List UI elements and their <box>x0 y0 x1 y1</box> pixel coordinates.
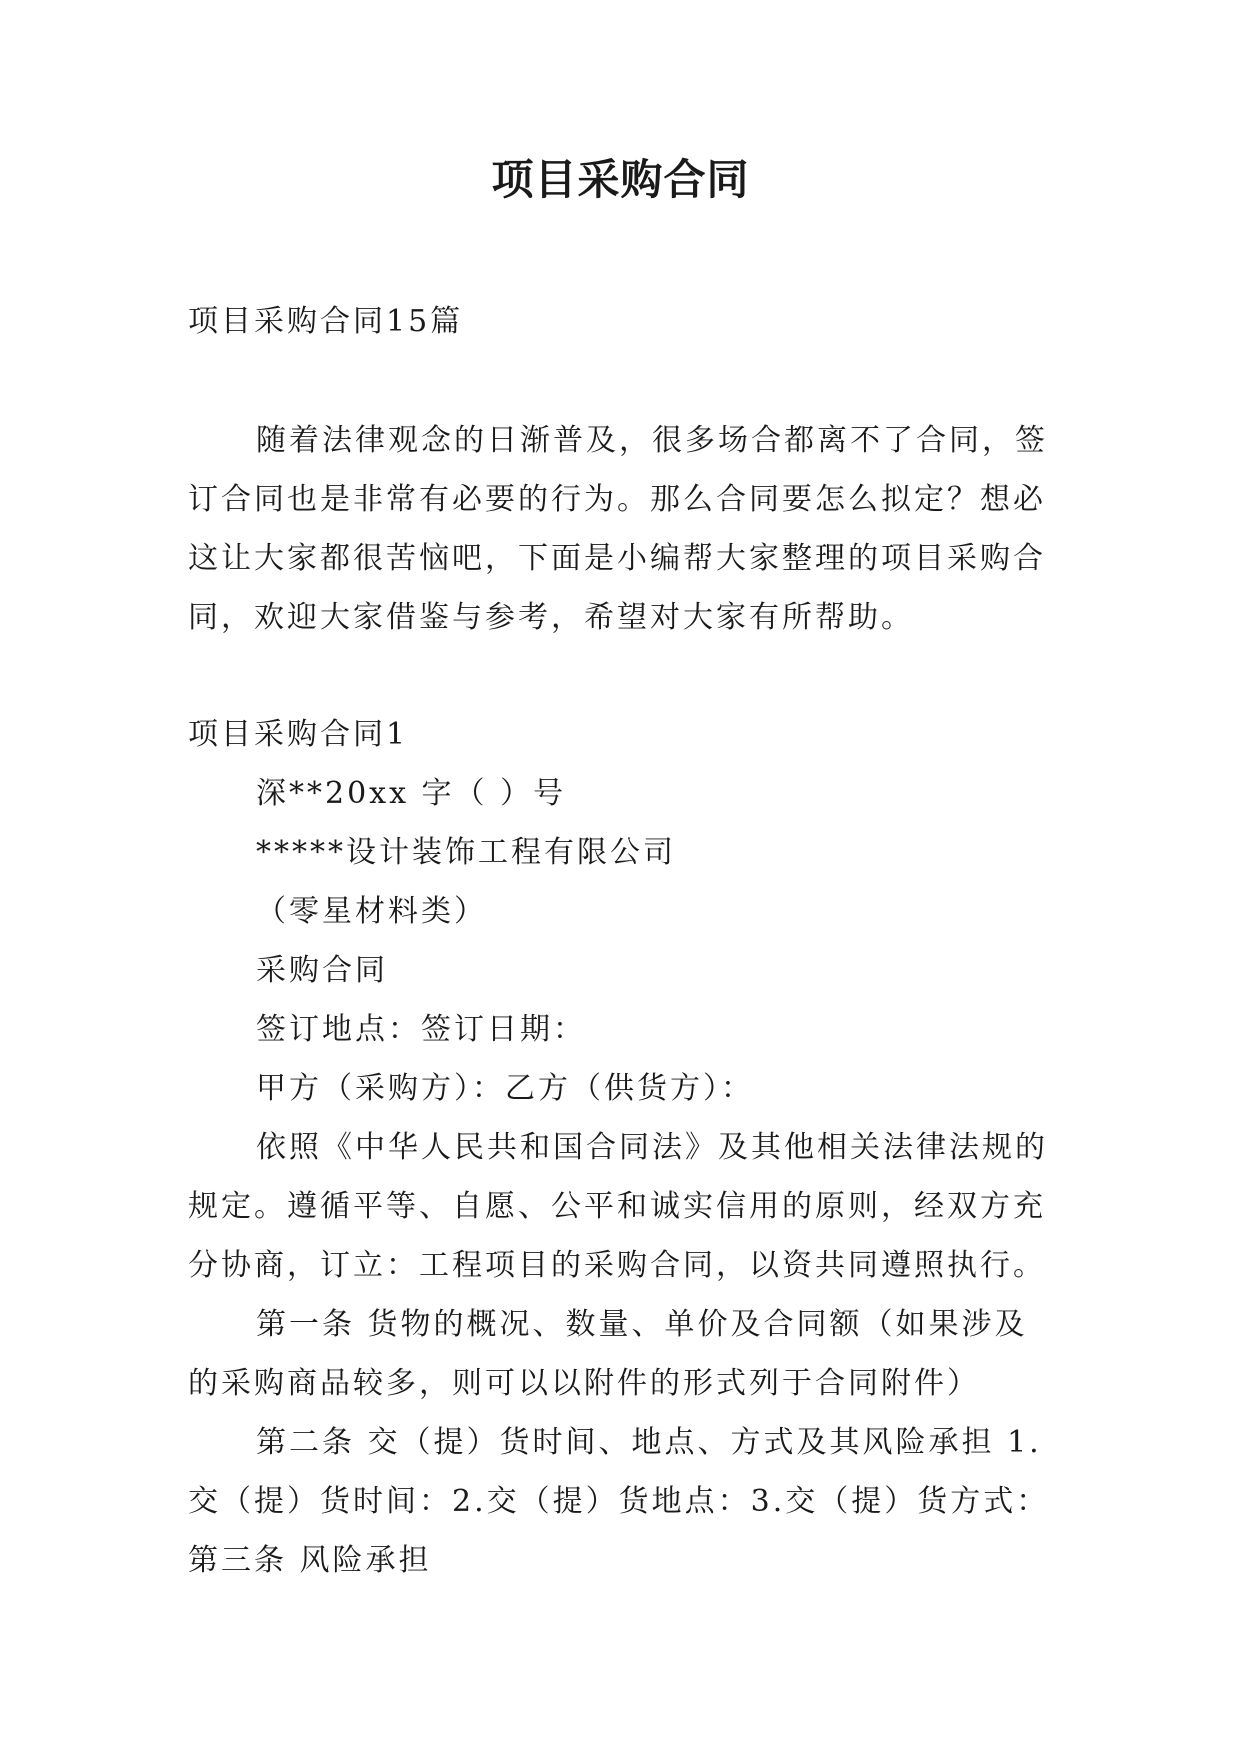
company-name: *****设计装饰工程有限公司 <box>256 835 676 870</box>
intro-paragraph <box>188 411 1058 647</box>
document-body <box>188 292 1058 1590</box>
article-line: 的采购商品较多，则可以以附件的形式列于合同附件） <box>188 1366 980 1401</box>
section-heading: 项目采购合同1 <box>188 717 409 752</box>
parties: 甲方（采购方）：乙方（供货方）： <box>256 1071 754 1106</box>
article-line: 交（提）货时间：2.交（提）货地点：3.交（提）货方式： <box>188 1484 1050 1519</box>
spacer <box>188 647 1058 705</box>
article-line: 第三条 风险承担 <box>188 1543 432 1578</box>
contract-category: （零星材料类） <box>256 894 487 929</box>
sign-info: 签订地点：签订日期： <box>256 1012 586 1047</box>
contract-number: 深**20xx 字（ ）号 <box>256 776 567 811</box>
basis-line: 分协商，订立：工程项目的采购合同，以资共同遵照执行。 <box>188 1248 1046 1283</box>
basis-line: 规定。遵循平等、自愿、公平和诚实信用的原则，经双方充 <box>188 1189 1046 1224</box>
intro-line: 同，欢迎大家借鉴与参考，希望对大家有所帮助。 <box>188 600 914 635</box>
contract-name: 采购合同 <box>256 953 388 988</box>
intro-line: 随着法律观念的日渐普及，很多场合都离不了合同，签 <box>256 423 1048 458</box>
intro-line: 这让大家都很苦恼吧，下面是小编帮大家整理的项目采购合 <box>188 541 1046 576</box>
article-line: 第二条 交（提）货时间、地点、方式及其风险承担 1. <box>256 1425 1042 1460</box>
basis-paragraph <box>188 1118 1058 1295</box>
document-subtitle: 项目采购合同15篇 <box>188 304 464 339</box>
article-line: 第一条 货物的概况、数量、单价及合同额（如果涉及 <box>256 1307 1028 1342</box>
spacer <box>188 351 1058 411</box>
article-2 <box>188 1413 1058 1590</box>
document-title: 项目采购合同 <box>491 155 750 204</box>
article-1 <box>188 1295 1058 1413</box>
intro-line: 订合同也是非常有必要的行为。那么合同要怎么拟定？想必 <box>188 482 1046 517</box>
basis-line: 依照《中华人民共和国合同法》及其他相关法律法规的 <box>256 1130 1048 1165</box>
